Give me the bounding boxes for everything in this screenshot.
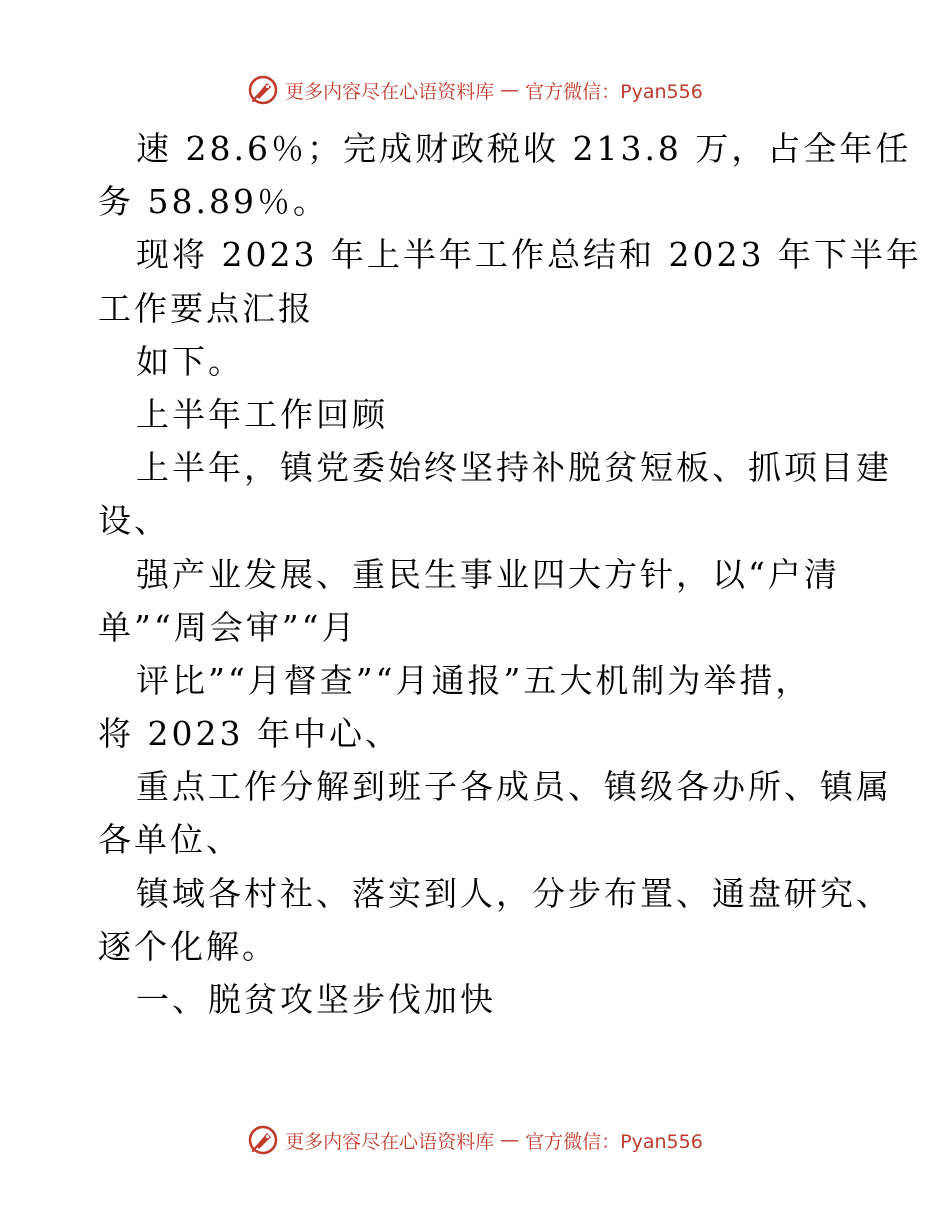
text-line: 现将 2023 年上半年工作总结和 2023 年下半年	[136, 235, 922, 275]
banner-wechat: 官方微信：Pyan556	[525, 1130, 703, 1153]
text-line: 上半年，镇党委始终坚持补脱贫短板、抓项目建	[136, 448, 892, 488]
text-line: 各单位、	[98, 820, 242, 860]
pen-nib-logo-icon	[247, 1124, 279, 1156]
text-line: 将 2023 年中心、	[98, 714, 401, 754]
text-line: 如下。	[136, 341, 244, 381]
header-banner	[0, 70, 950, 110]
text-line: 设、	[98, 501, 170, 541]
document-body	[98, 122, 922, 1026]
text-line: 速 28.6％；完成财政税收 213.8 万，占全年任	[136, 129, 912, 168]
section-heading: 一、脱贫攻坚步伐加快	[136, 980, 496, 1019]
text-line: 评比”“月督查”“月通报”五大机制为举措，	[136, 660, 812, 700]
banner-separator: —	[500, 1129, 520, 1151]
pen-nib-logo-icon	[247, 74, 279, 106]
section-heading: 上半年工作回顾	[136, 394, 388, 434]
banner-title: 更多内容尽在心语资料库	[285, 80, 495, 103]
text-line: 镇域各村社、落实到人，分步布置、通盘研究、	[136, 873, 892, 913]
header-banner-content	[247, 74, 703, 106]
text-line: 逐个化解。	[98, 926, 278, 966]
banner-title: 更多内容尽在心语资料库	[285, 1130, 495, 1153]
text-line: 工作要点汇报	[98, 288, 314, 328]
banner-separator: —	[500, 79, 520, 101]
banner-wechat: 官方微信：Pyan556	[525, 80, 703, 103]
text-line: 重点工作分解到班子各成员、镇级各办所、镇属	[136, 767, 892, 807]
footer-banner	[0, 1120, 950, 1160]
text-line: 强产业发展、重民生事业四大方针，以“户清	[136, 554, 840, 594]
text-line: 单”“周会审”“月	[98, 607, 358, 647]
text-line: 务 58.89％。	[98, 182, 329, 222]
footer-banner-content	[247, 1124, 703, 1156]
